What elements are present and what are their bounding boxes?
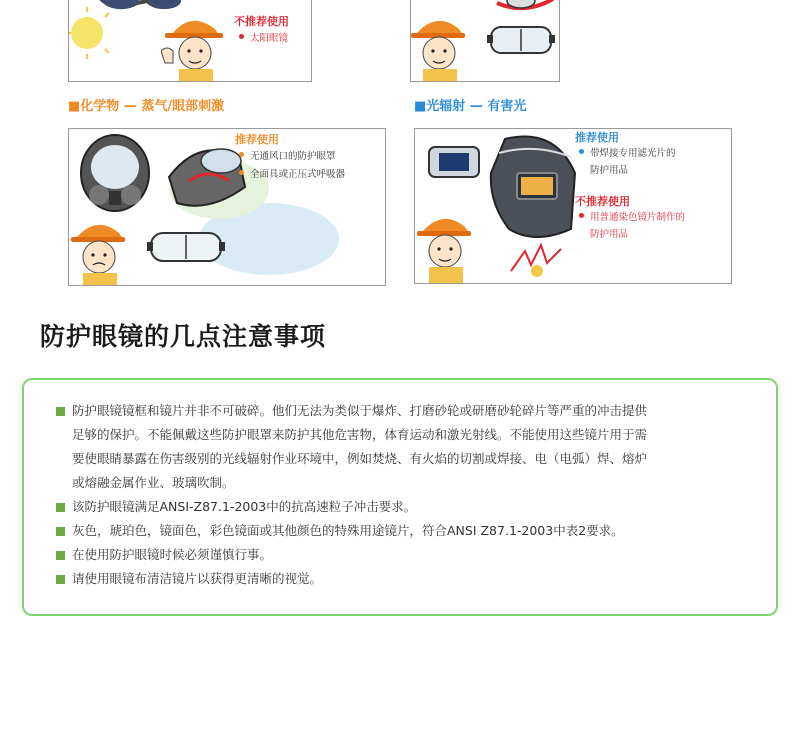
- square-bullet-icon: [56, 527, 65, 536]
- bullet-dot-icon: [579, 213, 584, 218]
- welding-spark-icon: [507, 241, 567, 281]
- panel-sunglasses: [68, 0, 312, 82]
- radiation-recommended-title: 推荐使用: [575, 131, 619, 144]
- worker-cartoon-icon: [415, 209, 485, 283]
- chem-recommended-title: 推荐使用: [235, 133, 279, 146]
- safety-goggles-icon: [487, 21, 557, 61]
- panel-chemical: [68, 128, 386, 286]
- radiation-recommended-item-cont: 防护用品: [590, 165, 629, 176]
- note-item-continuation: 足够的保护。不能佩戴这些防护眼罩来防护其他危害物，体育运动和激光射线。不能使用这些镜片用于需: [72, 427, 648, 442]
- radiation-caption: ■光辐射 — 有害光: [414, 99, 527, 114]
- half-mask-respirator-icon: [159, 137, 249, 217]
- chem-recommended-item: 无通风口的防护眼罩: [239, 149, 336, 164]
- note-item: 灰色，琥珀色，镜面色，彩色镜面或其他颜色的特殊用途镜片，符合ANSI Z87.1-2003中表2要求。: [56, 519, 756, 543]
- bullet-dot-icon: [239, 34, 244, 39]
- worker-cartoon-icon: [161, 11, 241, 81]
- bullet-dot-icon: [239, 152, 244, 157]
- square-bullet-icon: [56, 407, 65, 416]
- radiation-not-recommended-item: 用普通染色镜片制作的: [579, 210, 685, 225]
- radiation-not-recommended-title: 不推荐使用: [575, 195, 630, 208]
- worker-cartoon-icon: [411, 11, 481, 81]
- notes-heading: 防护眼镜的几点注意事项: [40, 322, 327, 351]
- panel-goggles-top: [410, 0, 560, 82]
- safety-goggles-icon: [147, 229, 227, 267]
- welding-filter-lens-icon: [427, 143, 483, 183]
- panel-radiation: [414, 128, 732, 284]
- notes-list: [56, 399, 756, 591]
- note-item: 请使用眼镜布清洁镜片以获得更清晰的视觉。: [56, 567, 756, 591]
- note-item-continuation: 要使眼睛暴露在伤害级别的光线辐射作业环境中，例如焚烧、有火焰的切割或焊接、电（电弧）焊、熔炉: [72, 451, 648, 466]
- square-bullet-icon: [56, 551, 65, 560]
- note-item: 在使用防护眼镜时候必须谨慎行事。: [56, 543, 756, 567]
- note-item-continuation: 或熔融金属作业、玻璃吹制。: [72, 475, 235, 490]
- chem-recommended-item: 全面具或正压式呼吸器: [239, 167, 345, 182]
- chem-caption: ■化学物 — 蒸气/眼部刺激: [68, 99, 225, 114]
- sunglasses-not-recommended-item: 太阳眼镜: [239, 31, 288, 46]
- note-item: 该防护眼镜满足ANSI-Z87.1-2003中的抗高速粒子冲击要求。: [56, 495, 756, 519]
- radiation-not-recommended-item-cont: 防护用品: [590, 229, 629, 240]
- square-bullet-icon: [56, 575, 65, 584]
- worker-cartoon-icon: [69, 215, 139, 285]
- goggles-strap-icon: [495, 0, 555, 13]
- square-bullet-icon: [56, 503, 65, 512]
- sunglasses-not-recommended-title: 不推荐使用: [234, 15, 289, 28]
- notes-box: [22, 378, 778, 616]
- radiation-recommended-item: 带焊接专用滤光片的: [579, 146, 676, 161]
- full-face-respirator-icon: [75, 133, 155, 215]
- note-item: 防护眼镜镜框和镜片并非不可破碎。他们无法为类似于爆炸、打磨砂轮或研磨砂轮碎片等严重的冲击提供: [56, 399, 756, 423]
- welding-helmet-icon: [475, 133, 585, 245]
- bullet-dot-icon: [579, 149, 584, 154]
- bullet-dot-icon: [239, 170, 244, 175]
